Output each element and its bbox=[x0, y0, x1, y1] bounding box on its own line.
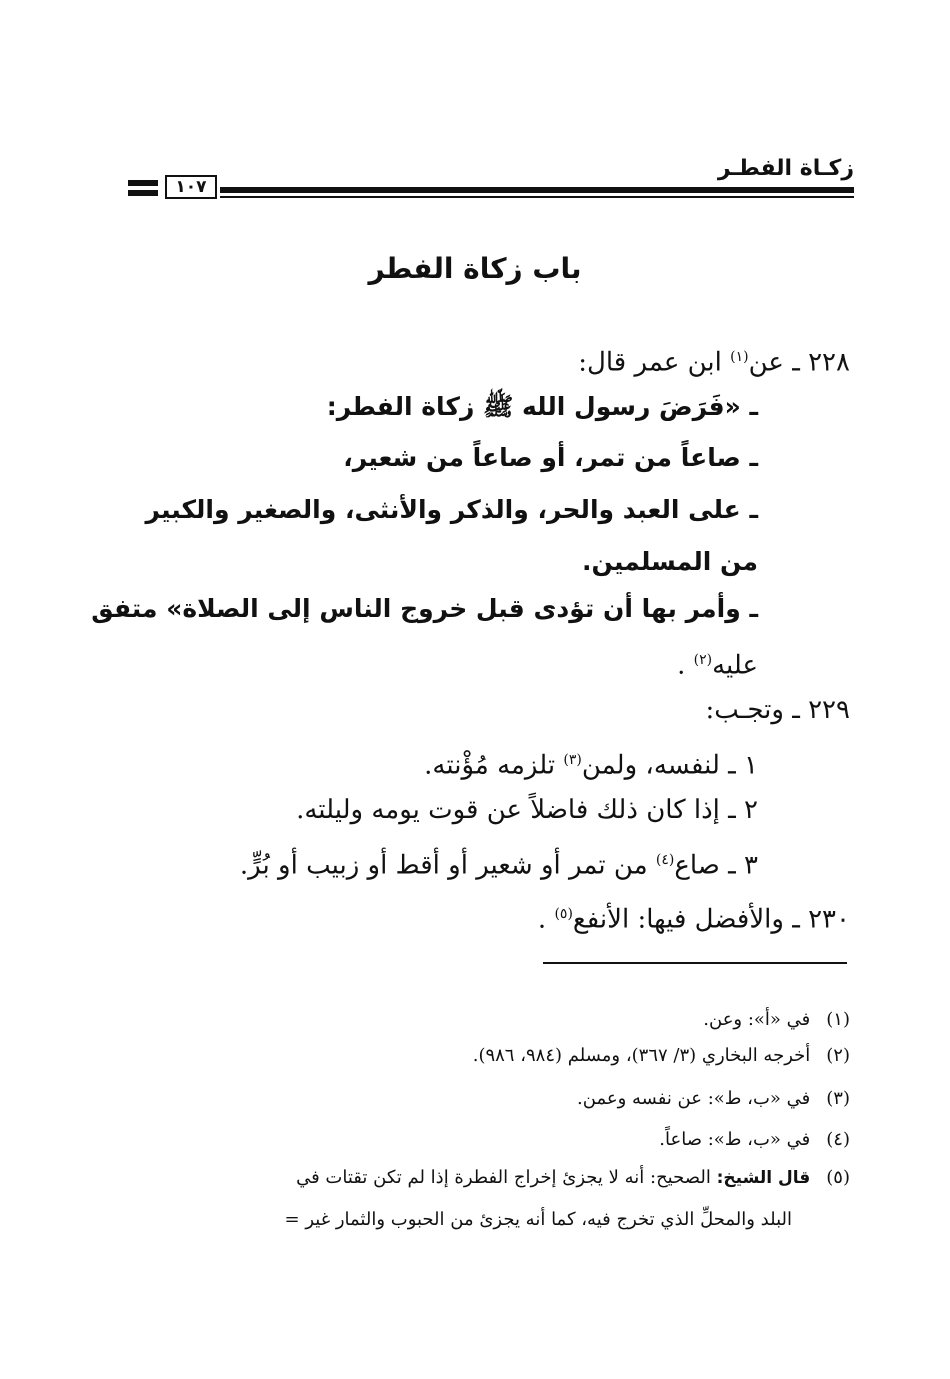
item-228-line-4: ـ على العبد والحر، والذكر والأنثى، والصغير والكبير bbox=[145, 495, 758, 524]
footnote-ref: (٥) bbox=[554, 906, 573, 922]
footnote-5-line-1: (٥) قال الشيخ: الصحيح: أنه لا يجزئ إخراج الفطرة إذا لم تكن تقتات في bbox=[296, 1162, 850, 1194]
item-228-line-1: ٢٢٨ ـ عن$^{(١)}$ ابن عمر قال: bbox=[578, 347, 850, 378]
item-number: ٢٣٠ ـ bbox=[792, 904, 850, 935]
item-228-line-7: عليه$^{(٢)}$ . bbox=[677, 650, 758, 681]
footnote-number: (٤) bbox=[826, 1129, 850, 1150]
item-229-line-4: ٣ ـ صاع$^{(٤)}$ من تمر أو شعير أو أقط أو زبيب أو بُرٍّ. bbox=[239, 850, 758, 881]
footnote-5-line-2: البلد والمحلِّ الذي تخرج فيه، كما أنه يجزئ من الحبوب والثمار غير = bbox=[284, 1209, 792, 1230]
footnote-ref: (١) bbox=[730, 349, 749, 365]
item-228-line-2: ـ «فَرَضَ رسول الله ﷺ زكاة الفطر: bbox=[326, 392, 758, 421]
footnote-number: (٥) bbox=[826, 1167, 850, 1188]
item-number: ٢٢٩ ـ bbox=[792, 695, 850, 725]
item-228-line-6: ـ وأمر بها أن تؤدى قبل خروج الناس إلى الصلاة» متفق bbox=[91, 594, 758, 623]
section-title: باب زكاة الفطر bbox=[368, 252, 582, 285]
item-229-line-3: ٢ ـ إذا كان ذلك فاضلاً عن قوت يومه وليلته. bbox=[296, 795, 758, 825]
item-229-line-2: ١ ـ لنفسه، ولمن$^{(٣)}$ تلزمه مُؤْنته. bbox=[424, 750, 758, 781]
footnote-2: (٢) أخرجه البخاري (٣/ ٣٦٧)، ومسلم (٩٨٤، ٩٨٦). bbox=[473, 1040, 850, 1072]
footnote-ref: (٤) bbox=[655, 852, 675, 868]
footnote-3: (٣) في «ب، ط»: عن نفسه وعمن. bbox=[577, 1083, 850, 1115]
header-rule-thick bbox=[220, 187, 854, 193]
footnote-1: (١) في «أ»: وعن. bbox=[703, 1004, 850, 1036]
footnote-divider bbox=[543, 962, 847, 964]
item-number: ٢٢٨ ـ bbox=[792, 347, 850, 378]
footnote-label: قال الشيخ: bbox=[716, 1168, 811, 1188]
footnote-ref: (٣) bbox=[563, 752, 582, 768]
footnote-number: (٣) bbox=[826, 1088, 850, 1109]
footnote-ref: (٢) bbox=[693, 652, 713, 668]
running-title: زكـاة الفطـر bbox=[717, 156, 854, 181]
item-230-line-1: ٢٣٠ ـ والأفضل فيها: الأنفع$^{(٥)}$ . bbox=[537, 904, 850, 935]
header-rule-left-thin bbox=[128, 190, 158, 196]
item-228-line-5: من المسلمين. bbox=[581, 547, 758, 576]
page-number: ١٠٧ bbox=[165, 175, 217, 199]
header-rule-thin bbox=[220, 196, 854, 198]
footnote-number: (١) bbox=[826, 1009, 850, 1030]
item-228-line-3: ـ صاعاً من تمر، أو صاعاً من شعير، bbox=[343, 443, 758, 472]
header-rule-left-thick bbox=[128, 180, 158, 186]
item-229-line-1: ٢٢٩ ـ وتجـب: bbox=[705, 695, 850, 725]
footnote-4: (٤) في «ب، ط»: صاعاً. bbox=[659, 1124, 850, 1156]
footnote-number: (٢) bbox=[826, 1045, 850, 1066]
